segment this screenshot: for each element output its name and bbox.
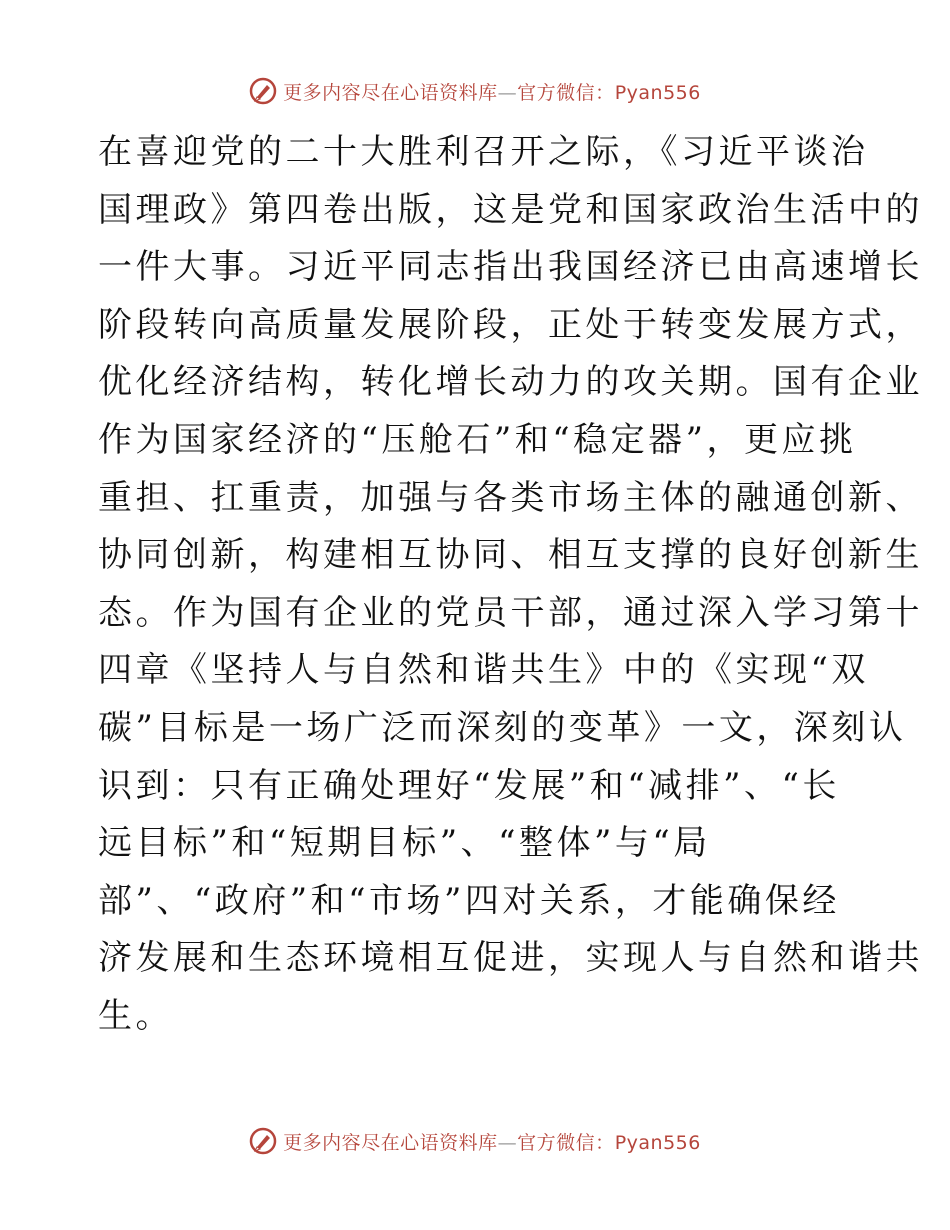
body-line: 部”、“政府”和“市场”四对关系，才能确保经 <box>98 880 840 921</box>
article-body <box>98 124 923 1046</box>
body-line: 优化经济结构，转化增长动力的攻关期。国有企业 <box>98 362 923 403</box>
header-wechat-label: 官方微信： <box>517 81 615 104</box>
header-text <box>283 78 701 105</box>
body-line: 识到：只有正确处理好“发展”和“减排”、“长 <box>98 765 840 806</box>
header-separator: — <box>497 81 518 104</box>
footer-text <box>283 1128 701 1155</box>
body-line: 远目标”和“短期目标”、“整体”与“局 <box>98 823 711 864</box>
footer-site-text: 更多内容尽在心语资料库 <box>283 1131 498 1154</box>
body-line: 碳”目标是一场广泛而深刻的变革》一文，深刻认 <box>98 707 907 748</box>
body-line: 态。作为国有企业的党员干部，通过深入学习第十 <box>98 592 923 633</box>
pen-logo-icon <box>249 1127 277 1155</box>
header-wechat-id: Pyan556 <box>614 81 701 104</box>
body-line: 阶段转向高质量发展阶段，正处于转变发展方式， <box>98 304 923 345</box>
footer-wechat-label: 官方微信： <box>517 1131 615 1154</box>
header-site-text: 更多内容尽在心语资料库 <box>283 81 498 104</box>
body-line: 一件大事。习近平同志指出我国经济已由高速增长 <box>98 247 923 288</box>
body-line: 国理政》第四卷出版，这是党和国家政治生活中的 <box>98 189 923 230</box>
body-line: 协同创新，构建相互协同、相互支撑的良好创新生 <box>98 535 923 576</box>
body-line: 济发展和生态环境相互促进，实现人与自然和谐共 <box>98 938 923 979</box>
header-banner <box>0 74 950 108</box>
body-line: 在喜迎党的二十大胜利召开之际，《习近平谈治 <box>98 132 869 172</box>
body-line: 四章《坚持人与自然和谐共生》中的《实现“双 <box>98 650 869 691</box>
footer-banner <box>0 1124 950 1158</box>
body-line: 重担、扛重责，加强与各类市场主体的融通创新、 <box>98 477 923 518</box>
pen-logo-icon <box>249 77 277 105</box>
footer-wechat-id: Pyan556 <box>614 1131 701 1154</box>
body-line: 作为国家经济的“压舱石”和“稳定器”，更应挑 <box>98 419 857 460</box>
body-line: 生。 <box>98 995 173 1036</box>
footer-separator: — <box>497 1131 518 1154</box>
